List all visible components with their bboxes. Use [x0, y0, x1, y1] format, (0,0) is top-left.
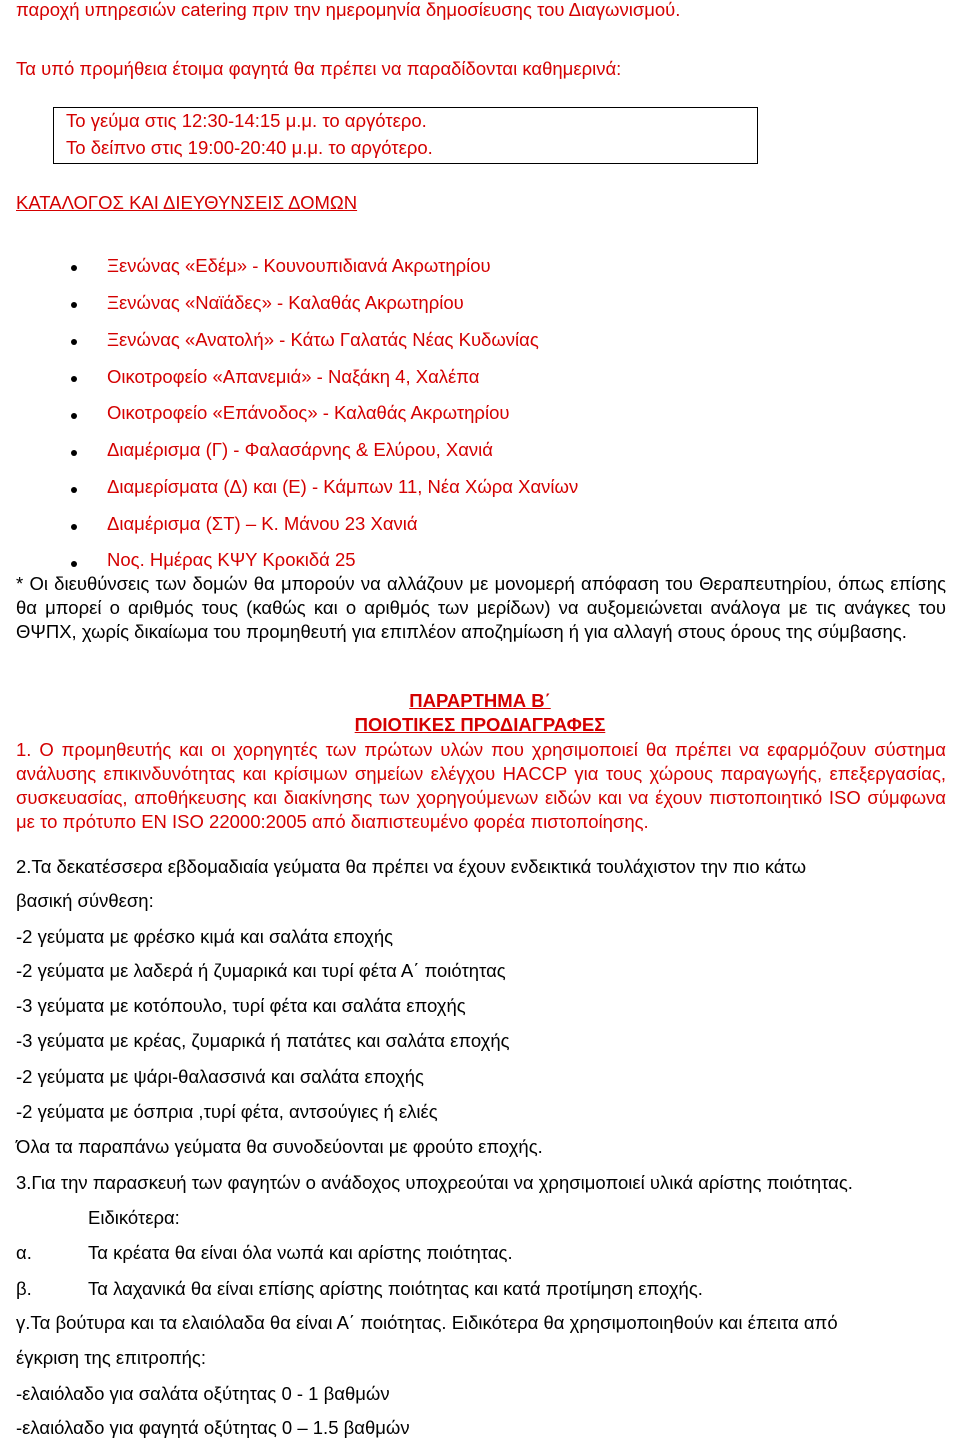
meal-item: -3 γεύματα με κοτόπουλο, τυρί φέτα και σαλάτα εποχής	[16, 995, 466, 1016]
oil-spec-2: -ελαιόλαδο για φαγητά οξύτητας 0 – 1.5 βαθμών	[16, 1417, 410, 1438]
list-item: Ξενώνας «Ναϊάδες» - Καλαθάς Ακρωτηρίου	[107, 292, 464, 313]
meal-item: -2 γεύματα με όσπρια ,τυρί φέτα, αντσούγιες ή ελιές	[16, 1101, 438, 1122]
item-a-text: Τα κρέατα θα είναι όλα νωπά και αρίστης ποιότητας.	[88, 1242, 513, 1263]
oil-spec-1: -ελαιόλαδο για σαλάτα οξύτητας 0 - 1 βαθμών	[16, 1383, 390, 1404]
specifically-label: Ειδικότερα:	[88, 1207, 180, 1228]
list-item: Ξενώνας «Ανατολή» - Κάτω Γαλατάς Νέας Κυδωνίας	[107, 329, 539, 350]
item-b-text: Τα λαχανικά θα είναι επίσης αρίστης ποιότητας και κατά προτίμηση εποχής.	[88, 1278, 703, 1299]
bullet-icon	[71, 265, 77, 271]
bullet-icon	[71, 561, 77, 567]
list-item: Οικοτροφείο «Απανεμιά» - Ναξάκη 4, Χαλέπα	[107, 366, 480, 387]
meal-item: -3 γεύματα με κρέας, ζυμαρικά ή πατάτες και σαλάτα εποχής	[16, 1030, 510, 1051]
annex-subtitle: ΠΟΙΟΤΙΚΕΣ ΠΡΟΔΙΑΓΡΑΦΕΣ	[354, 714, 606, 735]
list-item: Ξενώνας «Εδέμ» - Κουνουπιδιανά Ακρωτηρίου	[107, 255, 491, 276]
item-a-label: α.	[16, 1242, 32, 1263]
bullet-icon	[71, 487, 77, 493]
list-item: Διαμερίσματα (Δ) και (Ε) - Κάμπων 11, Νέα Χώρα Χανίων	[107, 476, 579, 497]
bullet-icon	[71, 524, 77, 530]
bullet-icon	[71, 376, 77, 382]
list-item: Διαμέρισμα (Γ) - Φαλασάρνης & Ελύρου, Χανιά	[107, 439, 493, 460]
spec-paragraph-2-cont: βασική σύνθεση:	[16, 890, 154, 911]
bullet-icon	[71, 339, 77, 345]
bullet-icon	[71, 302, 77, 308]
bullet-icon	[71, 450, 77, 456]
item-g-line-2: έγκριση της επιτροπής:	[16, 1347, 206, 1368]
list-item: Διαμέρισμα (ΣΤ) – Κ. Μάνου 23 Χανιά	[107, 513, 418, 534]
item-g-line-1: γ.Τα βούτυρα και τα ελαιόλαδα θα είναι Α΄ ποιότητας. Ειδικότερα θα χρησιμοποιηθούν και έπειτα από	[16, 1312, 838, 1333]
meal-item: -2 γεύματα με λαδερά ή ζυμαρικά και τυρί φέτα Α΄ ποιότητας	[16, 960, 506, 981]
lunch-time: Το γεύμα στις 12:30-14:15 μ.μ. το αργότερο.	[66, 110, 427, 131]
spec-paragraph-2: 2.Τα δεκατέσσερα εβδομαδιαία γεύματα θα πρέπει να έχουν ενδεικτικά τουλάχιστον την πιο κάτω	[16, 856, 807, 877]
catalog-heading: ΚΑΤΑΛΟΓΟΣ ΚΑΙ ΔΙΕΥΘΥΝΣΕΙΣ ΔΟΜΩΝ	[16, 192, 358, 213]
bullet-icon	[71, 413, 77, 419]
catalog-note: * Οι διευθύνσεις των δομών θα μπορούν να αλλάζουν με μονομερή απόφαση του Θεραπευτηρίου, όπως επίσης θα μπορεί ο αριθμός τους (καθώς και ο αριθμός των μερίδων) να αυξομειώνεται ανάλογα με τις ανάγκες του ΘΨΠΧ, χωρίς δικαίωμα του προμηθευτή για επιπλέον αποζημίωση ή για αλλαγή στους όρους της σύμβασης.	[16, 573, 946, 642]
meal-item: -2 γεύματα με φρέσκο κιμά και σαλάτα εποχής	[16, 926, 394, 947]
intro-line-2: Τα υπό προμήθεια έτοιμα φαγητά θα πρέπει να παραδίδονται καθημερινά:	[16, 58, 622, 79]
dinner-time: Το δείπνο στις 19:00-20:40 μ.μ. το αργότερο.	[66, 137, 433, 158]
annex-title: ΠΑΡΑΡΤΗΜΑ Β΄	[409, 690, 551, 711]
meal-item: -2 γεύματα με ψάρι-θαλασσινά και σαλάτα εποχής	[16, 1066, 424, 1087]
fruit-note: Όλα τα παραπάνω γεύματα θα συνοδεύονται με φρούτο εποχής.	[16, 1136, 543, 1157]
spec-paragraph-3: 3.Για την παρασκευή των φαγητών ο ανάδοχος υποχρεούται να χρησιμοποιεί υλικά αρίστης ποιότητας.	[16, 1172, 853, 1193]
spec-paragraph-1: 1. Ο προμηθευτής και οι χορηγητές των πρώτων υλών που χρησιμοποιεί θα πρέπει να εφαρμόζουν σύστημα ανάλυσης επικινδυνότητας και κρίσιμων σημείων ελέγχου HACCP για τους χώρους παραγωγής, επεξεργασίας, συσκευασίας, αποθήκευσης και διακίνησης των χορηγούμενων ειδών και να έχουν πιστοποιητικό ISO σύμφωνα με το πρότυπο EN ISO 22000:2005 από διαπιστευμένο φορέα πιστοποίησης.	[16, 739, 946, 832]
intro-line-1: παροχή υπηρεσιών catering πριν την ημερομηνία δημοσίευσης του Διαγωνισμού.	[16, 0, 681, 20]
list-item: Νος. Ημέρας ΚΨΥ Κροκιδά 25	[107, 549, 356, 570]
list-item: Οικοτροφείο «Επάνοδος» - Καλαθάς Ακρωτηρίου	[107, 402, 510, 423]
item-b-label: β.	[16, 1278, 32, 1299]
